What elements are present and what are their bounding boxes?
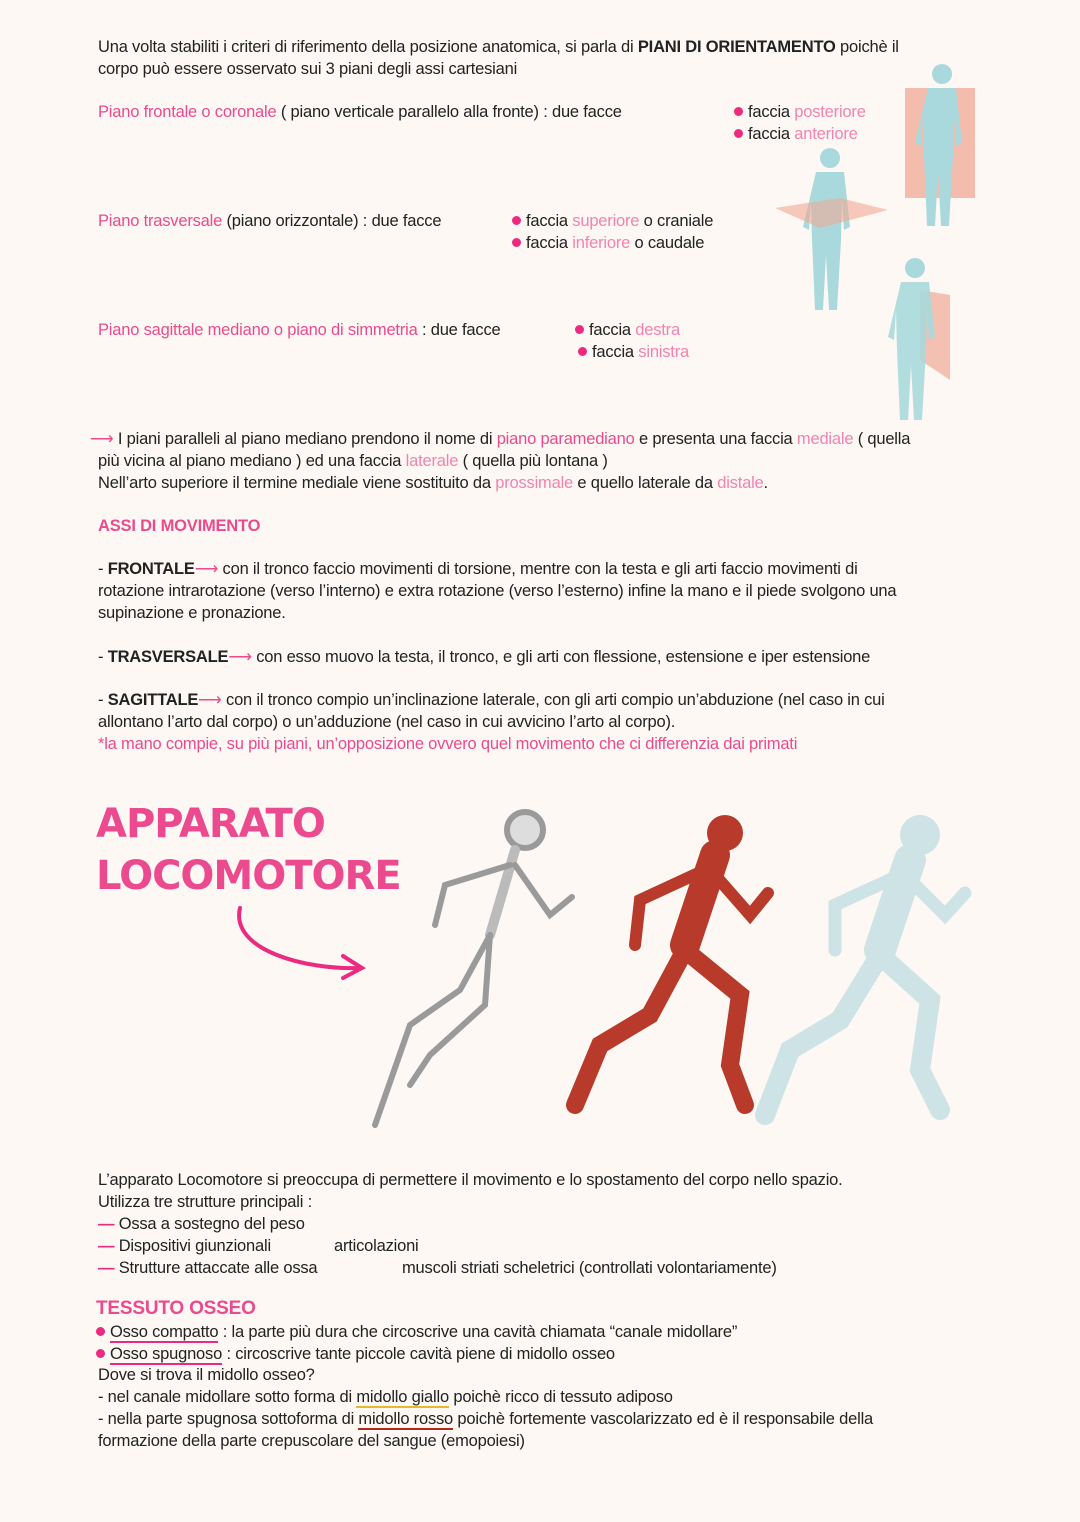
axis-frontal-line-2: rotazione intrarotazione (verso l’interno) e extra rotazione (verso l’esterno) infine la mano e il piede svolgono una bbox=[98, 582, 897, 600]
locomotor-intro: L’apparato Locomotore si preoccupa di permettere il movimento e lo spostamento del corpo nello spazio. bbox=[98, 1171, 843, 1189]
bullet-icon bbox=[512, 216, 521, 225]
text: o craniale bbox=[639, 212, 714, 230]
face-item bbox=[575, 319, 680, 341]
text: muscoli striati scheletrici (controllati volontariamente) bbox=[402, 1259, 777, 1277]
text: poichè ricco di tessuto adiposo bbox=[448, 1388, 673, 1406]
arrow-right-icon: ⟶ bbox=[228, 648, 252, 666]
text: Ossa a sostegno del peso bbox=[118, 1215, 305, 1233]
anatomical-planes-illustration bbox=[770, 60, 990, 425]
structure-item bbox=[98, 1235, 419, 1257]
text: ( quella bbox=[853, 430, 911, 448]
section-heading-bone: TESSUTO OSSEO bbox=[96, 1298, 256, 1319]
axis-frontal-line-3: supinazione e pronazione. bbox=[98, 604, 286, 622]
text: Una volta stabiliti i criteri di riferimento della posizione anatomica, si parla di bbox=[98, 38, 638, 56]
plane-name: Piano sagittale mediano o piano di simmetria bbox=[98, 321, 418, 339]
plane-sagittal bbox=[98, 319, 500, 341]
term: piano paramediano bbox=[496, 430, 635, 448]
face-item bbox=[512, 210, 713, 232]
text: . bbox=[763, 474, 768, 492]
sagittal-plane-figure bbox=[888, 258, 950, 420]
axis-sagittal: - SAGITTALE⟶ con il tronco compio un’inclinazione laterale, con gli arti compio un’abduzione (nel caso in cui bbox=[98, 691, 885, 709]
term: superiore bbox=[572, 212, 640, 230]
text: o caudale bbox=[630, 234, 705, 252]
text: e quello laterale da bbox=[573, 474, 718, 492]
text: poichè il bbox=[835, 38, 899, 56]
intro-line-1 bbox=[98, 36, 899, 58]
text: con esso muovo la testa, il tronco, e gli arti con flessione, estensione e iper estensione bbox=[251, 648, 871, 666]
note: *la mano compie, su più piani, un’opposizione ovvero quel movimento che ci differenzia dai primati bbox=[98, 735, 798, 753]
plane-desc: : due facce bbox=[417, 321, 501, 339]
bone-spongy bbox=[96, 1343, 615, 1365]
dash-icon: — bbox=[98, 1259, 119, 1277]
section-heading-axes: ASSI DI MOVIMENTO bbox=[98, 517, 261, 535]
face-item bbox=[512, 232, 704, 254]
text: Nell’arto superiore il termine mediale viene sostituito da bbox=[98, 474, 496, 492]
axis-frontal: - FRONTALE⟶ con il tronco faccio movimenti di torsione, mentre con la testa e gli arti faccio movimenti di bbox=[98, 560, 858, 578]
term: sinistra bbox=[638, 343, 689, 361]
dash-icon: — bbox=[98, 1237, 119, 1255]
structure-item bbox=[98, 1213, 305, 1235]
text: articolazioni bbox=[334, 1237, 419, 1255]
red-marrow-line-2: formazione della parte crepuscolare del sangue (emopoiesi) bbox=[98, 1432, 525, 1450]
axis-sagittal-line-2: allontano l’arto dal corpo) o un’adduzione (nel caso in cui avvicino l’arto al corpo). bbox=[98, 713, 676, 731]
arrow-right-icon: ⟶ bbox=[194, 560, 219, 578]
text: : la parte più dura che circoscrive una cavità chiamata “canale midollare” bbox=[218, 1323, 738, 1341]
term: destra bbox=[635, 321, 680, 339]
term: midollo giallo bbox=[356, 1388, 449, 1406]
bullet-icon bbox=[578, 347, 587, 356]
face-item bbox=[578, 341, 689, 363]
bullet-icon bbox=[734, 129, 743, 138]
structure-item bbox=[98, 1257, 777, 1279]
term: prossimale bbox=[495, 474, 574, 492]
text: più vicina al piano mediano ) ed una faccia bbox=[98, 452, 406, 470]
dash-icon: — bbox=[98, 1215, 119, 1233]
plane-name: Piano trasversale bbox=[98, 212, 223, 230]
term: posteriore bbox=[794, 103, 866, 121]
text: : circoscrive tante piccole cavità piene di midollo osseo bbox=[222, 1345, 615, 1363]
transverse-plane-figure bbox=[775, 148, 888, 310]
locomotor-structures-heading: Utilizza tre strutture principali : bbox=[98, 1193, 312, 1211]
term: midollo rosso bbox=[358, 1410, 454, 1428]
text: con il tronco faccio movimenti di torsione, mentre con la testa e gli arti faccio movimenti di bbox=[218, 560, 858, 578]
text: faccia bbox=[589, 321, 636, 339]
term: Osso spugnoso bbox=[110, 1345, 223, 1363]
running-figures-illustration bbox=[350, 805, 990, 1150]
yellow-marrow bbox=[98, 1386, 673, 1408]
text: con il tronco compio un’inclinazione laterale, con gli arti compio un’abduzione (nel caso in cui bbox=[221, 691, 885, 709]
text: faccia bbox=[748, 103, 795, 121]
muscle-runner bbox=[575, 815, 768, 1105]
plane-frontal bbox=[98, 101, 622, 123]
axis-transverse: - TRASVERSALE⟶ con esso muovo la testa, il tronco, e gli arti con flessione, estensione e iper estensione bbox=[98, 648, 871, 666]
bullet-icon bbox=[734, 107, 743, 116]
text: poichè fortemente vascolarizzato ed è il responsabile della bbox=[453, 1410, 874, 1428]
emphasis: PIANI DI ORIENTAMENTO bbox=[637, 38, 836, 56]
title-apparato: APPARATO bbox=[96, 801, 325, 847]
arrow-right-icon: ⟶ bbox=[198, 691, 222, 709]
text: I piani paralleli al piano mediano prendono il nome di bbox=[113, 430, 497, 448]
bullet-icon bbox=[575, 325, 584, 334]
bullet-icon bbox=[512, 238, 521, 247]
arrow-right-icon: ⟶ bbox=[90, 430, 114, 448]
text: ( quella più lontana ) bbox=[458, 452, 608, 470]
paramedian-line-1 bbox=[90, 428, 910, 450]
term: inferiore bbox=[572, 234, 631, 252]
term: distale bbox=[717, 474, 764, 492]
term: anteriore bbox=[794, 125, 858, 143]
term: mediale bbox=[796, 430, 854, 448]
intro-line-2: corpo può essere osservato sui 3 piani degli assi cartesiani bbox=[98, 60, 518, 78]
axis-label: FRONTALE bbox=[107, 560, 195, 578]
bone-compact bbox=[96, 1321, 737, 1343]
text: faccia bbox=[526, 234, 573, 252]
text: Dispositivi giunzionali bbox=[118, 1237, 271, 1255]
text: - nel canale midollare sotto forma di bbox=[98, 1388, 357, 1406]
title-locomotore: LOCOMOTORE bbox=[96, 853, 401, 899]
bullet-icon bbox=[96, 1349, 105, 1358]
text: faccia bbox=[592, 343, 639, 361]
text: Strutture attaccate alle ossa bbox=[118, 1259, 318, 1277]
term: laterale bbox=[405, 452, 459, 470]
plane-name: Piano frontale o coronale bbox=[98, 103, 277, 121]
body-runner bbox=[765, 815, 965, 1115]
plane-desc: ( piano verticale parallelo alla fronte) : due facce bbox=[276, 103, 622, 121]
text: e presenta una faccia bbox=[634, 430, 797, 448]
text: faccia bbox=[526, 212, 573, 230]
plane-transverse bbox=[98, 210, 441, 232]
skeleton-runner bbox=[375, 812, 572, 1125]
paramedian-line-3 bbox=[98, 472, 768, 494]
paramedian-line-2 bbox=[98, 450, 608, 472]
bullet-icon bbox=[96, 1327, 105, 1336]
text: - nella parte spugnosa sottoforma di bbox=[98, 1410, 359, 1428]
question: Dove si trova il midollo osseo? bbox=[98, 1366, 315, 1384]
term: Osso compatto bbox=[110, 1323, 219, 1341]
red-marrow bbox=[98, 1408, 873, 1430]
plane-desc: (piano orizzontale) : due facce bbox=[222, 212, 442, 230]
axis-label: SAGITTALE bbox=[107, 691, 199, 709]
frontal-plane-figure bbox=[905, 64, 975, 226]
text: faccia bbox=[748, 125, 795, 143]
axis-label: TRASVERSALE bbox=[107, 648, 229, 666]
